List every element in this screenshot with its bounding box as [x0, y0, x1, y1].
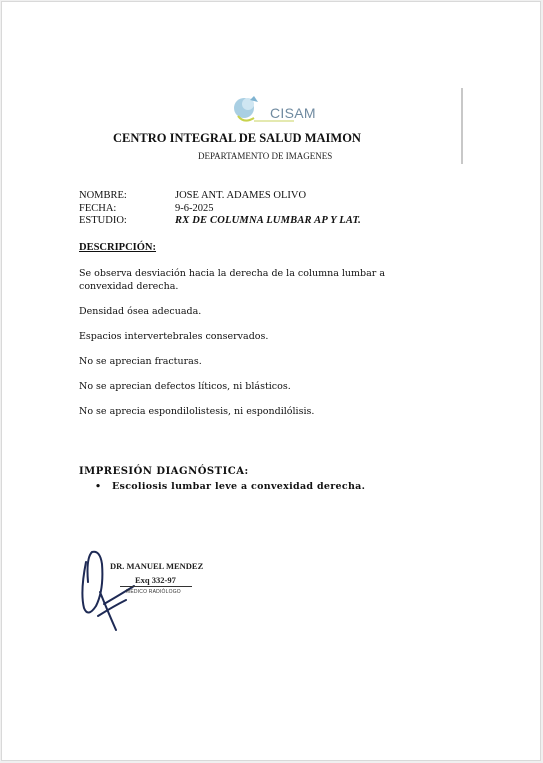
department-name: DEPARTAMENTO DE IMAGENES: [198, 151, 333, 161]
description-paragraph: Densidad ósea adecuada.: [79, 306, 202, 317]
description-paragraph: No se aprecian fracturas.: [79, 356, 202, 367]
impression-item: Escoliosis lumbar leve a convexidad derecha.: [112, 481, 366, 492]
estudio-label: ESTUDIO:: [79, 215, 127, 226]
description-title: DESCRIPCIÓN:: [79, 242, 157, 253]
estudio-value: RX DE COLUMNA LUMBAR AP Y LAT.: [175, 215, 361, 226]
document-page: [1, 1, 541, 761]
description-paragraph: No se aprecian defectos líticos, ni blásticos.: [79, 381, 291, 392]
patient-name-row: [79, 190, 307, 201]
fecha-value: 9-6-2025: [175, 203, 214, 214]
signature-scribble-icon: [78, 542, 148, 634]
description-paragraph: Espacios intervertebrales conservados.: [79, 331, 269, 342]
study-row: [79, 215, 361, 226]
margin-rule: [461, 88, 463, 164]
description-paragraph: No se aprecia espondilolistesis, ni espondilólisis.: [79, 406, 315, 417]
date-row: [79, 203, 214, 214]
signature-role: MÉDICO RADIÓLOGO: [126, 589, 181, 595]
nombre-value: JOSE ANT. ADAMES OLIVO: [175, 190, 307, 201]
description-paragraph: Se observa desviación hacia la derecha de la columna lumbar a convexidad derecha.: [79, 268, 386, 292]
signature-exequatur: Exq 332-97: [135, 575, 176, 585]
fecha-label: FECHA:: [79, 203, 117, 214]
signature-name: DR. MANUEL MENDEZ: [110, 561, 204, 571]
logo-text: CISAM: [270, 105, 316, 121]
impression-title: IMPRESIÓN DIAGNÓSTICA:: [79, 466, 249, 477]
organization-name: CENTRO INTEGRAL DE SALUD MAIMON: [113, 131, 361, 145]
nombre-label: NOMBRE:: [79, 190, 127, 201]
signature-line: [120, 586, 192, 587]
bullet-icon: •: [95, 481, 102, 492]
